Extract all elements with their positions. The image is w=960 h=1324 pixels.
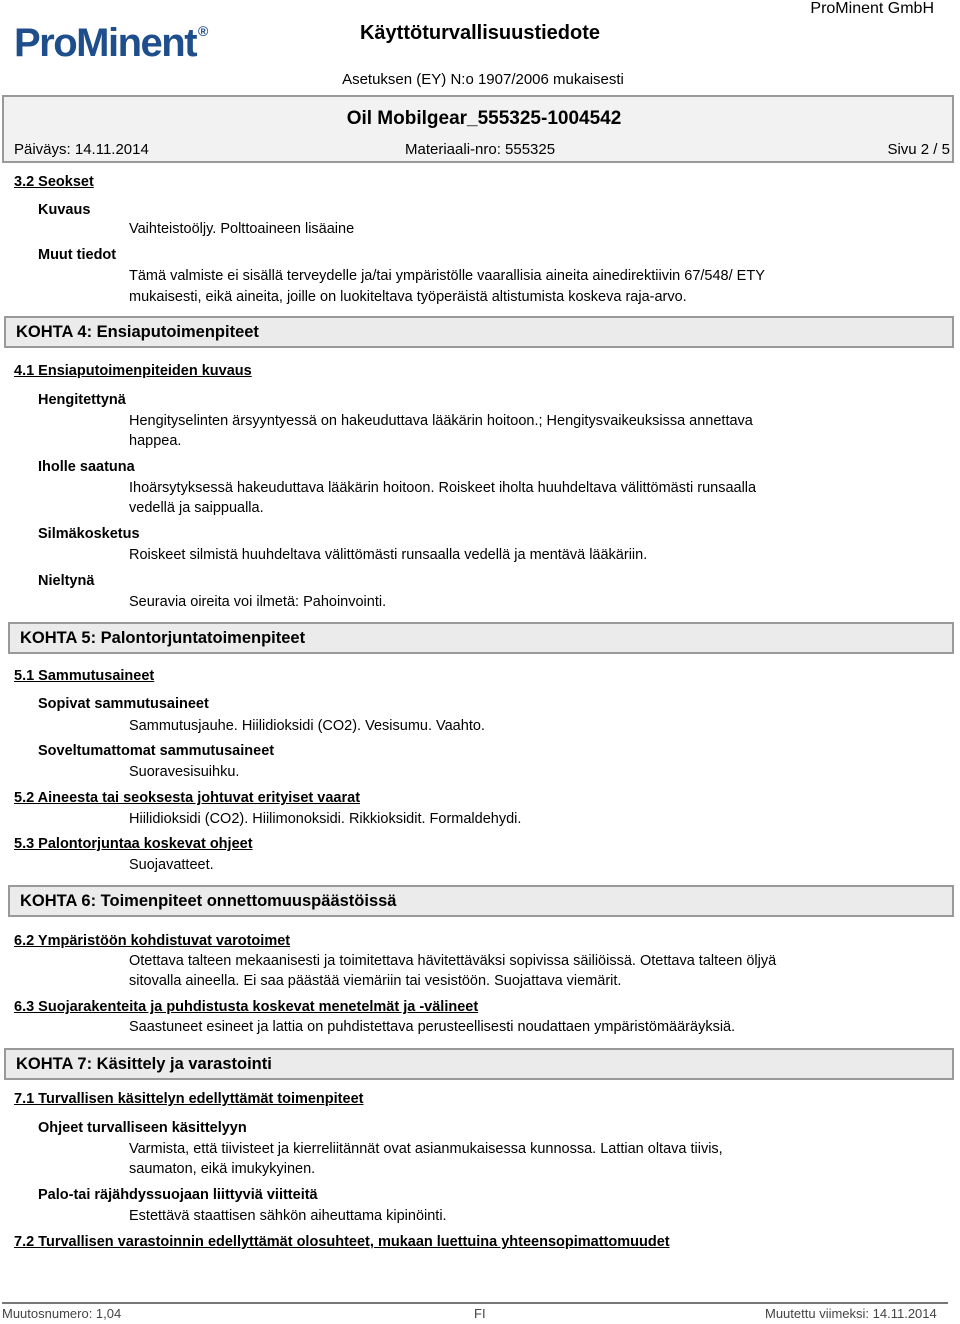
muut-tiedot-label: Muut tiedot [38, 247, 117, 263]
document-date: Päiväys: 14.11.2014 [14, 141, 149, 158]
language-code: FI [474, 1306, 486, 1321]
muut-tiedot-text-1: Tämä valmiste ei sisällä terveydelle ja/tai ympäristölle vaarallisia aineita ainedirektiivin 67/548/ ETY [129, 268, 765, 284]
company-name: ProMinent GmbH [810, 0, 934, 17]
silmakosketus-text: Roiskeet silmistä huuhdeltava välittömästi runsaalla vedellä ja mentävä lääkäriin. [129, 547, 648, 563]
registered-mark-icon: ® [198, 23, 207, 39]
ohjeet-text-2: saumaton, eikä imukykyinen. [129, 1161, 316, 1177]
footer-divider [2, 1302, 948, 1304]
subsection-4-1: 4.1 Ensiaputoimenpiteiden kuvaus [14, 363, 252, 379]
subsection-5-2-text: Hiilidioksidi (CO2). Hiilimonoksidi. Rikkioksidit. Formaldehydi. [129, 811, 522, 827]
hengitettyna-text-2: happea. [129, 433, 182, 449]
subsection-7-2: 7.2 Turvallisen varastoinnin edellyttämät olosuhteet, mukaan luettuina yhteensopimattomuudet [14, 1234, 670, 1250]
kuvaus-text: Vaihteistoöljy. Polttoaineen lisäaine [129, 221, 355, 237]
section-6-header: KOHTA 6: Toimenpiteet onnettomuuspäästöissä [8, 885, 954, 917]
iholle-label: Iholle saatuna [38, 459, 135, 475]
subsection-3-2: 3.2 Seokset [14, 174, 94, 190]
palo-label: Palo-tai räjähdyssuojaan liittyviä viitteitä [38, 1187, 318, 1203]
iholle-text-1: Ihoärsytyksessä hakeuduttava lääkärin hoitoon. Roiskeet iholta huuhdeltava välittömästi runsaalla [129, 480, 757, 496]
muut-tiedot-text-2: mukaisesti, eikä aineita, joille on luokiteltava työperäistä altistumista koskeva raja-arvo. [129, 289, 687, 305]
sopivat-label: Sopivat sammutusaineet [38, 696, 209, 712]
subsection-5-3-text: Suojavatteet. [129, 857, 214, 873]
section-7-header: KOHTA 7: Käsittely ja varastointi [4, 1048, 954, 1080]
material-number: Materiaali-nro: 555325 [405, 141, 556, 158]
logo-text: ProMinent [14, 20, 197, 65]
ohjeet-text-1: Varmista, että tiivisteet ja kierreliitännät ovat asianmukaisessa kunnossa. Lattian oltava tiivis, [129, 1141, 723, 1157]
nieltyna-text: Seuravia oireita voi ilmetä: Pahoinvointi. [129, 594, 387, 610]
document-subtitle: Asetuksen (EY) N:o 1907/2006 mukaisesti [342, 71, 624, 88]
hengitettyna-label: Hengitettynä [38, 392, 126, 408]
subsection-6-3-text: Saastuneet esineet ja lattia on puhdistettava perusteellisesti noudattaen ympäristömääräyksiä. [129, 1019, 736, 1035]
last-modified: Muutettu viimeksi: 14.11.2014 [765, 1306, 937, 1321]
subsection-6-2: 6.2 Ympäristöön kohdistuvat varotoimet [14, 933, 291, 949]
subsection-6-3: 6.3 Suojarakenteita ja puhdistusta koskevat menetelmät ja -välineet [14, 999, 479, 1015]
hengitettyna-text-1: Hengityselinten ärsyyntyessä on hakeuduttava lääkärin hoitoon.; Hengitysvaikeuksissa annettava [129, 413, 753, 429]
section-4-header: KOHTA 4: Ensiaputoimenpiteet [4, 316, 954, 348]
subsection-5-1: 5.1 Sammutusaineet [14, 668, 155, 684]
soveltumattomat-text: Suoravesisuihku. [129, 764, 240, 780]
revision-number: Muutosnumero: 1,04 [2, 1306, 122, 1321]
subsection-6-2-text-2: sitovalla aineella. Ei saa päästää viemäriin tai vesistöön. Suojattava viemärit. [129, 973, 622, 989]
sopivat-text: Sammutusjauhe. Hiilidioksidi (CO2). Vesisumu. Vaahto. [129, 718, 485, 734]
silmakosketus-label: Silmäkosketus [38, 526, 140, 542]
ohjeet-label: Ohjeet turvalliseen käsittelyyn [38, 1120, 247, 1136]
iholle-text-2: vedellä ja saippualla. [129, 500, 264, 516]
nieltyna-label: Nieltynä [38, 573, 95, 589]
page-number: Sivu 2 / 5 [887, 141, 950, 158]
product-name: Oil Mobilgear_555325-1004542 [346, 108, 622, 129]
subsection-7-1: 7.1 Turvallisen käsittelyn edellyttämät toimenpiteet [14, 1091, 364, 1107]
document-title: Käyttöturvallisuustiedote [359, 22, 601, 44]
palo-text: Estettävä staattisen sähkön aiheuttama kipinöinti. [129, 1208, 447, 1224]
subsection-5-3: 5.3 Palontorjuntaa koskevat ohjeet [14, 836, 253, 852]
soveltumattomat-label: Soveltumattomat sammutusaineet [38, 743, 275, 759]
section-5-header: KOHTA 5: Palontorjuntatoimenpiteet [8, 622, 954, 654]
kuvaus-label: Kuvaus [38, 202, 91, 218]
subsection-6-2-text-1: Otettava talteen mekaanisesti ja toimitettava hävitettäväksi sopivissa säiliöissä. Otettava talteen öljyä [129, 953, 777, 969]
subsection-5-2: 5.2 Aineesta tai seoksesta johtuvat erityiset vaarat [14, 790, 361, 806]
